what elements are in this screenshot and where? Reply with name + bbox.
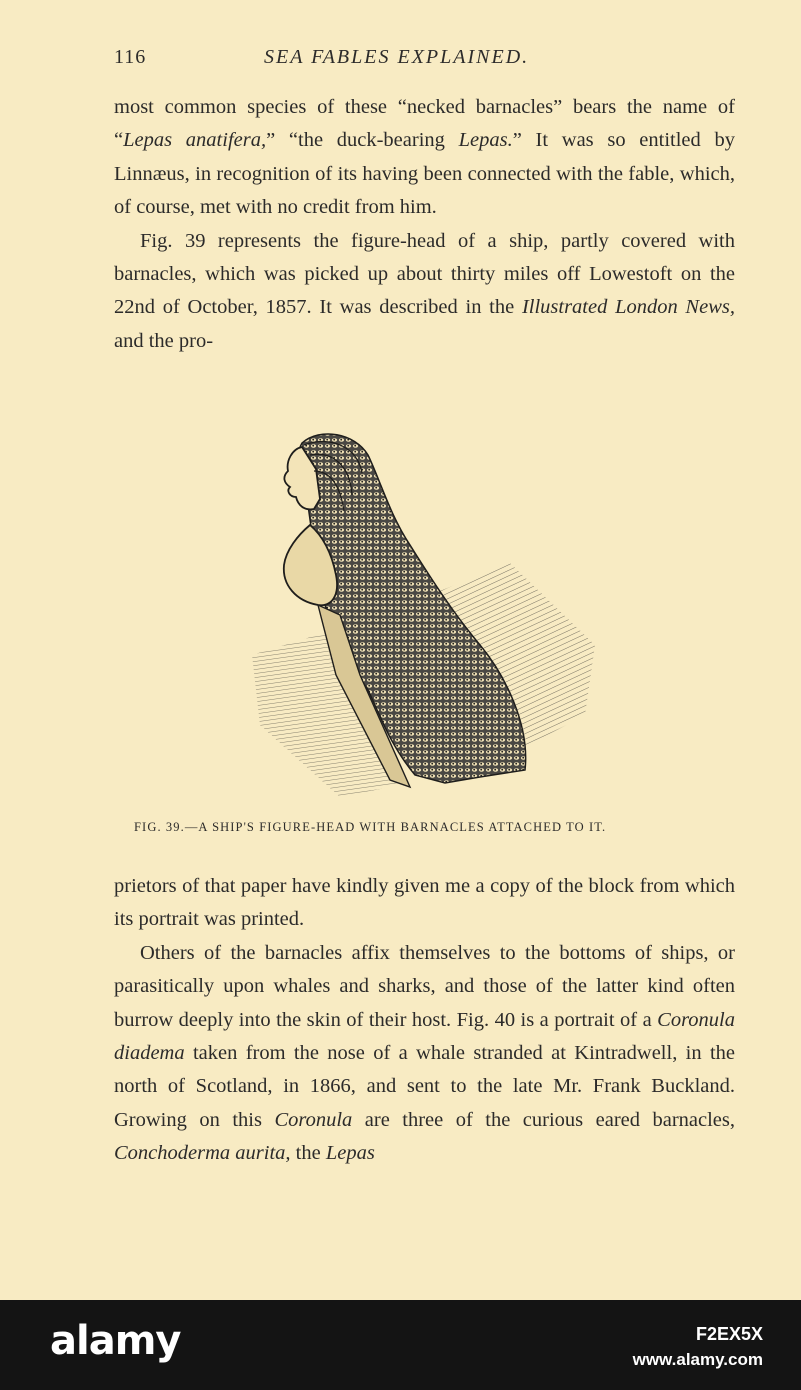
body-text-bottom [114, 870, 735, 1171]
page-header [114, 46, 734, 72]
ship-figurehead-engraving-icon [240, 425, 610, 810]
text-span: taken from the nose of a whale stranded at Kintradwell, in the north of Scotland, in 1866, and sent to the late Mr. Frank Buckland. Growing on this [114, 1042, 735, 1131]
text-span: Others of the barnacles affix themselves to the bottoms of ships, or parasitically upon whales and sharks, and those of the latter kind often burrow deeply into the skin of their host. Fig. 40 is a portrait of a [114, 941, 735, 1031]
running-title: SEA FABLES EXPLAINED. [264, 46, 530, 68]
paragraph [114, 91, 735, 225]
image-id: F2EX5X [695, 1324, 763, 1344]
text-span: the [290, 1142, 326, 1165]
figure-caption: FIG. 39.—A SHIP'S FIGURE-HEAD WITH BARNACLES ATTACHED TO IT. [134, 820, 607, 834]
watermark-bar [0, 1300, 801, 1390]
text-span: and the pro- [114, 329, 214, 352]
figurehead-illustration [240, 425, 610, 810]
italic-span: Coronula [274, 1108, 353, 1131]
page-number: 116 [114, 46, 147, 68]
paragraph: prietors of that paper have kindly given me a copy of the block from which its portrait was printed. [114, 875, 735, 931]
italic-span: Conchoderma aurita, [114, 1142, 291, 1165]
italic-span: Lepas. [458, 129, 513, 152]
italic-span: Coronula diadema [114, 1008, 735, 1065]
alamy-url[interactable]: www.alamy.com [632, 1350, 763, 1369]
paragraph [114, 225, 735, 359]
alamy-logo[interactable]: alamy [50, 1318, 181, 1364]
body-text-top [114, 91, 735, 358]
text-span: ” “the duck-bearing [266, 129, 459, 152]
text-span: most common species of these “necked barnacles” bears the name of “ [114, 96, 735, 152]
italic-span: Lepas anatifera, [123, 129, 267, 152]
text-span: ” It was so entitled by Linnæus, in recognition of its having been connected with the fable, which, of course, met with no credit from him. [114, 129, 735, 219]
italic-span: Lepas [325, 1142, 375, 1165]
text-span: are three of the curious eared barnacles, [352, 1108, 736, 1131]
italic-span: Illustrated London News, [521, 296, 735, 319]
text-span: Fig. 39 represents the figure-head of a ship, partly covered with barnacles, which was picked up about thirty miles off Lowestoft on the 22nd of October, 1857. It was described in the [114, 229, 735, 319]
paragraph [114, 937, 735, 1171]
